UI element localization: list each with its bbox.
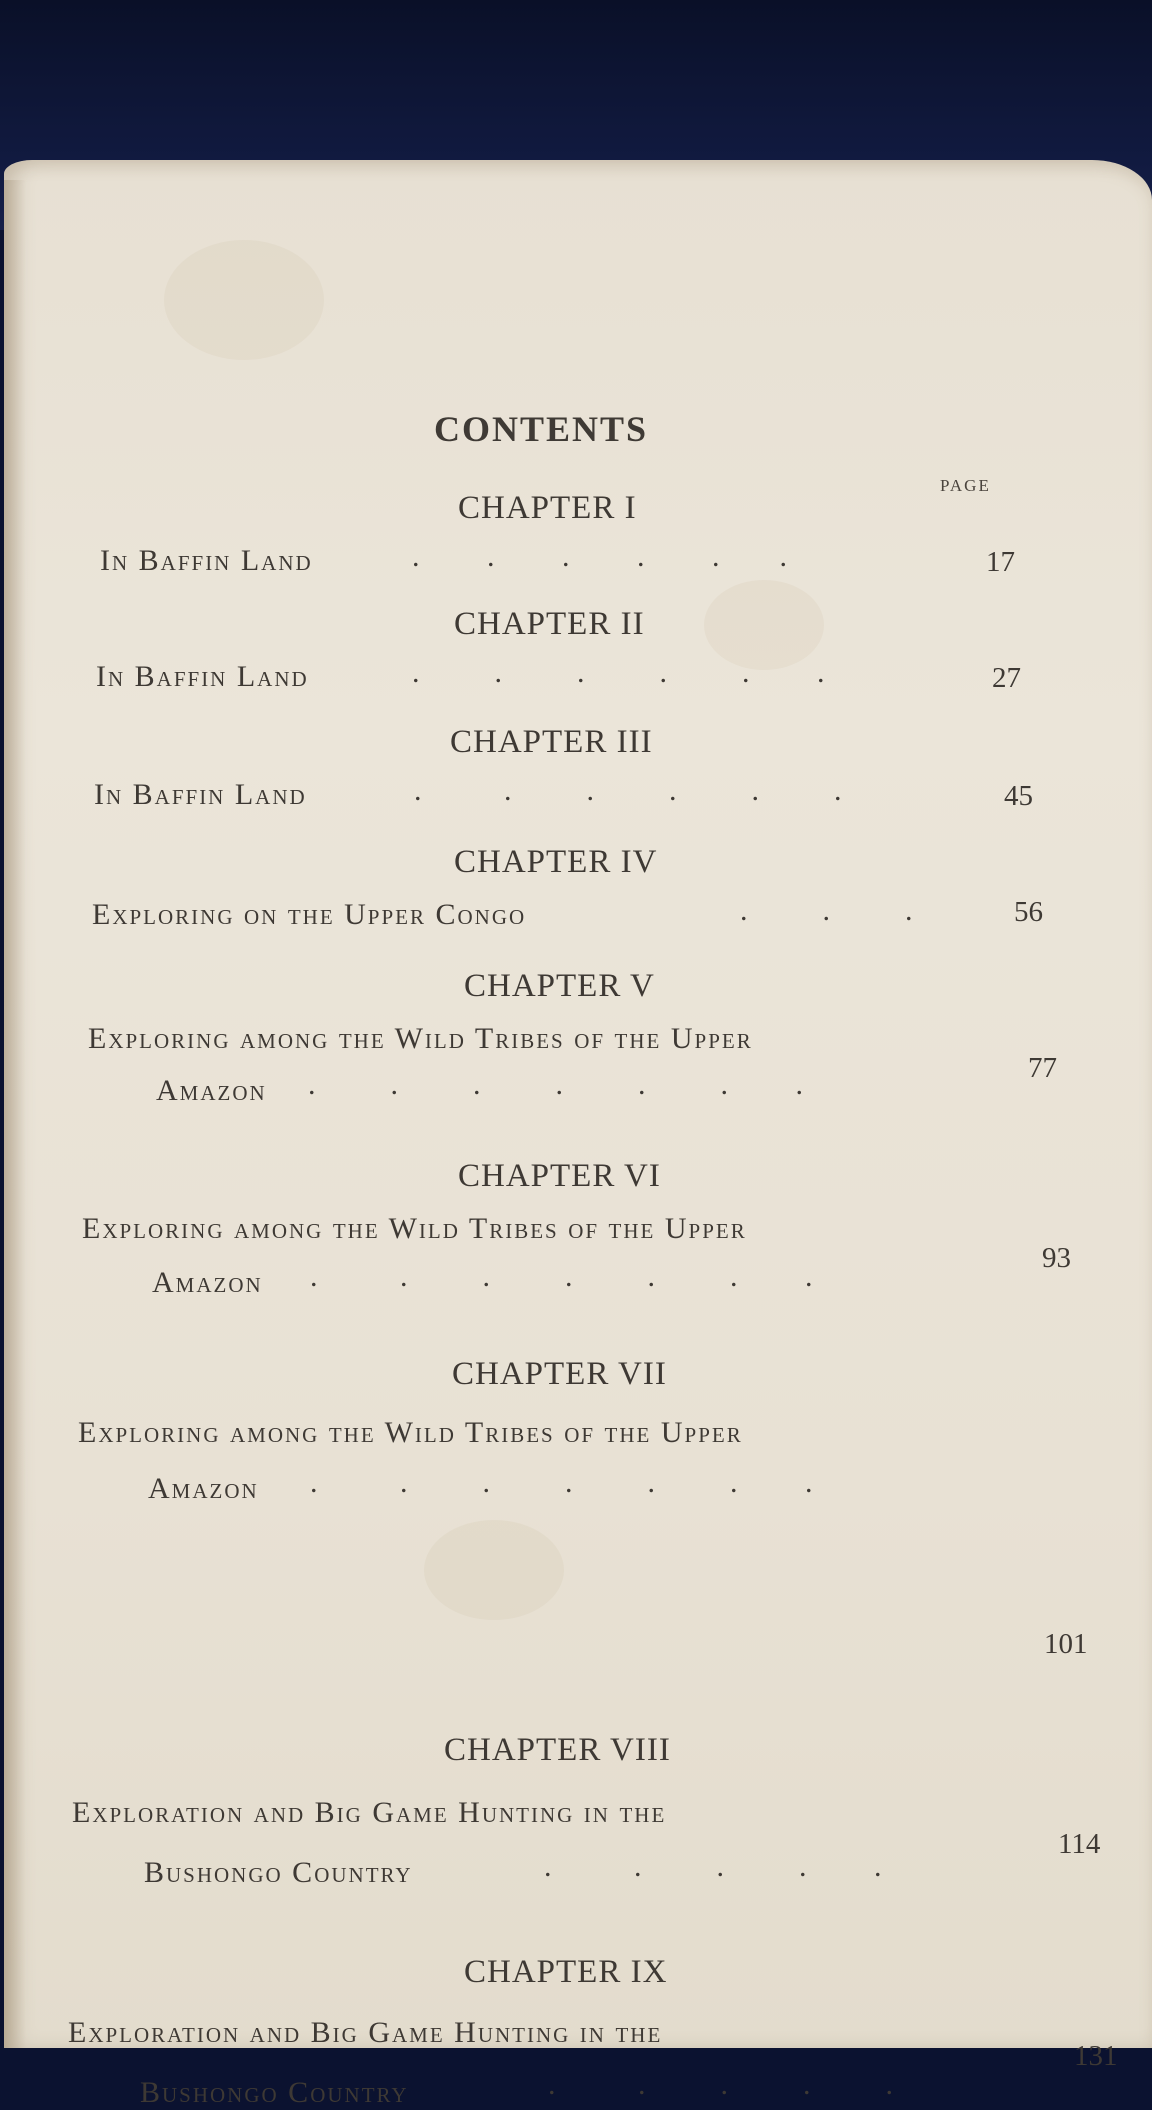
chapter-heading: CHAPTER VI <box>458 1158 661 1194</box>
page-number: 45 <box>1004 780 1033 812</box>
page-number: 77 <box>1028 1052 1057 1084</box>
dot-leader: . . . . . . <box>414 774 842 807</box>
chapter-title: In Baffin Land <box>94 778 307 811</box>
chapter-title-line1: Exploration and Big Game Hunting in the <box>68 2016 663 2049</box>
chapter-title: In Baffin Land <box>100 544 313 577</box>
chapter-title: In Baffin Land <box>96 660 309 693</box>
chapter-heading: CHAPTER VII <box>452 1356 667 1392</box>
chapter-title-line1: Exploration and Big Game Hunting in the <box>72 1796 667 1829</box>
chapter-title-line2: Bushongo Country <box>144 1856 413 1889</box>
book-page <box>4 160 1152 2109</box>
dot-leader: . . . . . . . <box>308 1068 803 1101</box>
dot-leader: . . . <box>740 894 913 927</box>
chapter-title-line2: Amazon <box>156 1074 267 1107</box>
chapter-heading: CHAPTER I <box>458 490 637 526</box>
contents-title: CONTENTS <box>434 409 649 449</box>
chapter-heading: CHAPTER III <box>450 724 653 760</box>
chapter-heading: CHAPTER IV <box>454 844 658 880</box>
contents-text <box>4 160 1152 2109</box>
chapter-title-line2: Bushongo Country <box>140 2076 409 2109</box>
page-number: 131 <box>1074 2040 1118 2072</box>
dot-leader: . . . . . . <box>412 540 787 573</box>
page-number: 56 <box>1014 896 1043 928</box>
dot-leader: . . . . . <box>548 2068 893 2101</box>
chapter-heading: CHAPTER VIII <box>444 1732 671 1768</box>
chapter-title-line1: Exploring among the Wild Tribes of the Upper <box>88 1022 753 1055</box>
page-number: 101 <box>1044 1628 1088 1660</box>
page-number: 93 <box>1042 1242 1071 1274</box>
page-number: 17 <box>986 546 1015 578</box>
page-number: 27 <box>992 662 1021 694</box>
dot-leader: . . . . . . <box>412 656 825 689</box>
dot-leader: . . . . . <box>544 1850 882 1883</box>
page-column-label: PAGE <box>940 476 991 495</box>
chapter-heading: CHAPTER V <box>464 968 655 1004</box>
dot-leader: . . . . . . . <box>310 1466 813 1499</box>
chapter-title-line1: Exploring among the Wild Tribes of the Upper <box>78 1416 743 1449</box>
chapter-title: Exploring on the Upper Congo <box>92 898 527 931</box>
chapter-title-line2: Amazon <box>148 1472 259 1505</box>
dot-leader: . . . . . . . <box>310 1260 813 1293</box>
chapter-title-line2: Amazon <box>152 1266 263 1299</box>
chapter-heading: CHAPTER IX <box>464 1954 668 1990</box>
chapter-title-line1: Exploring among the Wild Tribes of the Upper <box>82 1212 747 1245</box>
page-number: 114 <box>1058 1828 1101 1860</box>
chapter-heading: CHAPTER II <box>454 606 645 642</box>
